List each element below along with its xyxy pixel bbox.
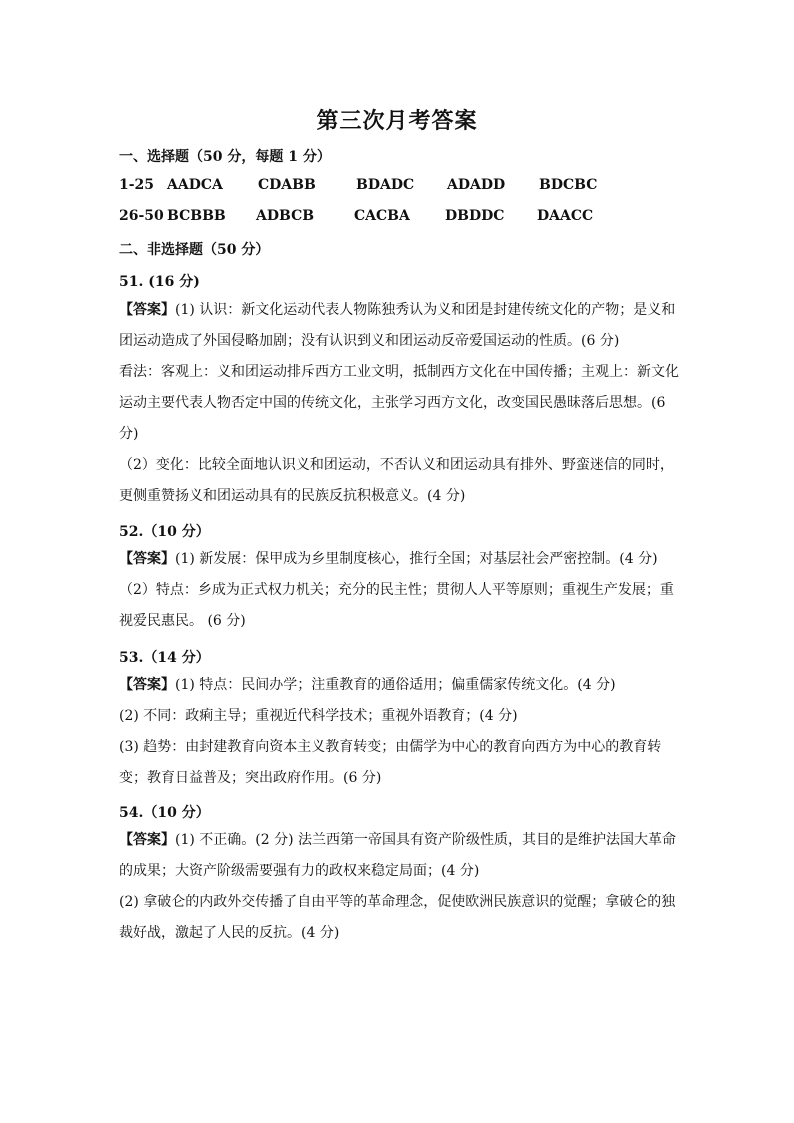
answer-text: (1) 认识：新文化运动代表人物陈独秀认为义和团是封建传统文化的产物；是义和团运动造成了外国侵略加剧；没有认识到义和团运动反帝爱国运动的性质。(6 分) (119, 302, 676, 349)
answer-range: 1-25 (119, 177, 155, 193)
q51-answer-3: （2）变化：比较全面地认识义和团运动，不否认义和团运动具有排外、野蛮迷信的同时，更侧重赞扬义和团运动具有的民族反抗积极意义。(4 分) (119, 457, 674, 504)
q52-answer-2: （2）特点：乡成为正式权力机关；充分的民主性；贯彻人人平等原则；重视生产发展；重视爱民惠民。 (6 分) (119, 582, 674, 629)
answer-tag: 【答案】 (119, 677, 175, 693)
answer-group: DAACC (537, 208, 594, 224)
q54-answer-2: (2) 拿破仑的内政外交传播了自由平等的革命理念，促使欧洲民族意识的觉醒；拿破仑的独裁好战，激起了人民的反抗。(4 分) (119, 894, 676, 941)
answer-group: BDCBC (539, 177, 598, 193)
answer-group: CACBA (354, 208, 410, 224)
page-title: 第三次月考答案 (316, 108, 478, 134)
answer-group: AADCA (167, 177, 223, 193)
q54-answer-1 (119, 825, 679, 887)
q53-answer-3: (3) 趋势：由封建教育向资本主义教育转变；由儒学为中心的教育向西方为中心的教育转变；教育日益普及；突出政府作用。(6 分) (119, 739, 662, 786)
answer-group: ADADD (447, 177, 506, 193)
answer-tag: 【答案】 (119, 551, 175, 567)
answer-text: (1) 特点：民间办学；注重教育的通俗适用；偏重儒家传统文化。(4 分) (175, 677, 616, 693)
answer-group: BCBBB (167, 208, 226, 224)
answer-group: BDADC (356, 177, 415, 193)
q53-answer-2: (2) 不同：政痢主导；重视近代科学技术；重视外语教育；(4 分) (119, 708, 518, 724)
q52-heading: 52.（10 分） (119, 524, 210, 540)
answer-range: 26-50 (119, 208, 164, 224)
q51-answer-2: 看法：客观上：义和团运动排斥西方工业文明，抵制西方文化在中国传播；主观上：新文化运动主要代表人物否定中国的传统文化，主张学习西方文化，改变国民愚昧落后思想。(6 分) (119, 364, 679, 442)
answer-tag: 【答案】 (119, 832, 175, 848)
answer-text: (1) 新发展：保甲成为乡里制度核心，推行全国；对基层社会严密控制。(4 分) (175, 551, 658, 567)
q53-answer-1 (119, 670, 679, 701)
answer-group: CDABB (258, 177, 316, 193)
answer-group: DBDDC (445, 208, 505, 224)
answer-tag: 【答案】 (119, 302, 175, 318)
section1-heading: 一、选择题（50 分，每题 1 分） (119, 149, 331, 165)
q54-heading: 54.（10 分） (119, 805, 210, 821)
q51-answer-1 (119, 295, 679, 357)
q51-heading: 51. (16 分) (119, 274, 200, 290)
section2-heading: 二、非选择题（50 分） (119, 242, 270, 258)
q53-heading: 53.（14 分） (119, 650, 210, 666)
answer-group: ADBCB (256, 208, 315, 224)
answer-text: (1) 不正确。(2 分) 法兰西第一帝国具有资产阶级性质，其目的是维护法国大革命的成果；大资产阶级需要强有力的政权来稳定局面；(4 分) (119, 832, 677, 879)
q52-answer-1 (119, 544, 679, 575)
